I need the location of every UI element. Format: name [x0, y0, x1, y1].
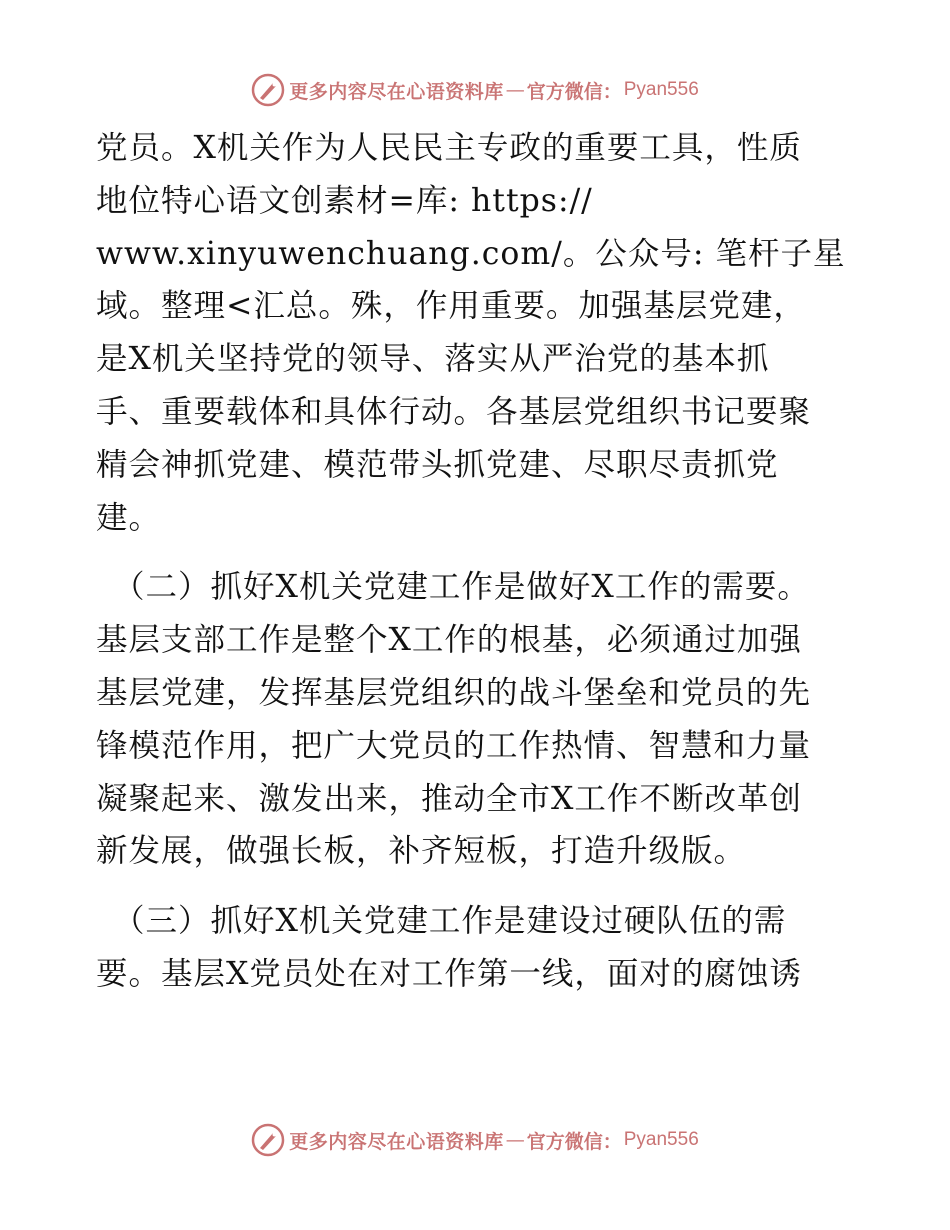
text-line: （三）抓好X机关党建工作是建设过硬队伍的需	[113, 903, 787, 940]
watermark-contact-label: 官方微信：	[526, 1130, 622, 1153]
text-line: 手、重要载体和具体行动。各基层党组织书记要聚	[96, 393, 812, 430]
document-body	[96, 122, 866, 1001]
watermark-contact-label: 官方微信：	[526, 80, 622, 103]
text-line: 基层党建，发挥基层党组织的战斗堡垒和党员的先	[96, 674, 812, 711]
text-line: 基层支部工作是整个X工作的根基，必须通过加强	[96, 622, 802, 659]
text-line: 地位特心语文创素材=库: https://	[96, 182, 593, 219]
text-line: 建。	[96, 499, 162, 536]
text-line: 要。基层X党员处在对工作第一线，面对的腐蚀诱	[96, 955, 802, 992]
watermark-handle: Pyan556	[623, 1129, 699, 1150]
paragraph	[96, 561, 866, 878]
watermark-text: 更多内容尽在心语资料库	[289, 80, 504, 103]
text-line: www.xinyuwenchuang.com/。公众号: 笔杆子星	[96, 235, 846, 272]
watermark-dash: —	[505, 1129, 525, 1151]
text-line: 凝聚起来、激发出来，推动全市X工作不断改革创	[96, 780, 802, 817]
text-line: 是X机关坚持党的领导、落实从严治党的基本抓	[96, 341, 770, 378]
text-line: 党员。X机关作为人民民主专政的重要工具，性质	[96, 130, 802, 166]
paragraph	[96, 895, 866, 1001]
text-line: 域。整理<汇总。殊，作用重要。加强基层党建，	[96, 288, 806, 325]
text-line: 锋模范作用，把广大党员的工作热情、智慧和力量	[96, 727, 812, 764]
text-line: 新发展，做强长板，补齐短板，打造升级版。	[96, 833, 747, 870]
pen-logo-icon	[251, 73, 285, 107]
watermark-handle: Pyan556	[623, 79, 699, 100]
text-line: （二）抓好X机关党建工作是做好X工作的需要。	[113, 569, 810, 606]
pen-logo-icon	[251, 1123, 285, 1157]
footer-watermark	[0, 1120, 950, 1160]
header-watermark	[0, 70, 950, 110]
watermark-dash: —	[505, 79, 525, 101]
watermark-text: 更多内容尽在心语资料库	[289, 1130, 504, 1153]
paragraph	[96, 122, 866, 544]
text-line: 精会神抓党建、模范带头抓党建、尽职尽责抓党	[96, 446, 779, 483]
